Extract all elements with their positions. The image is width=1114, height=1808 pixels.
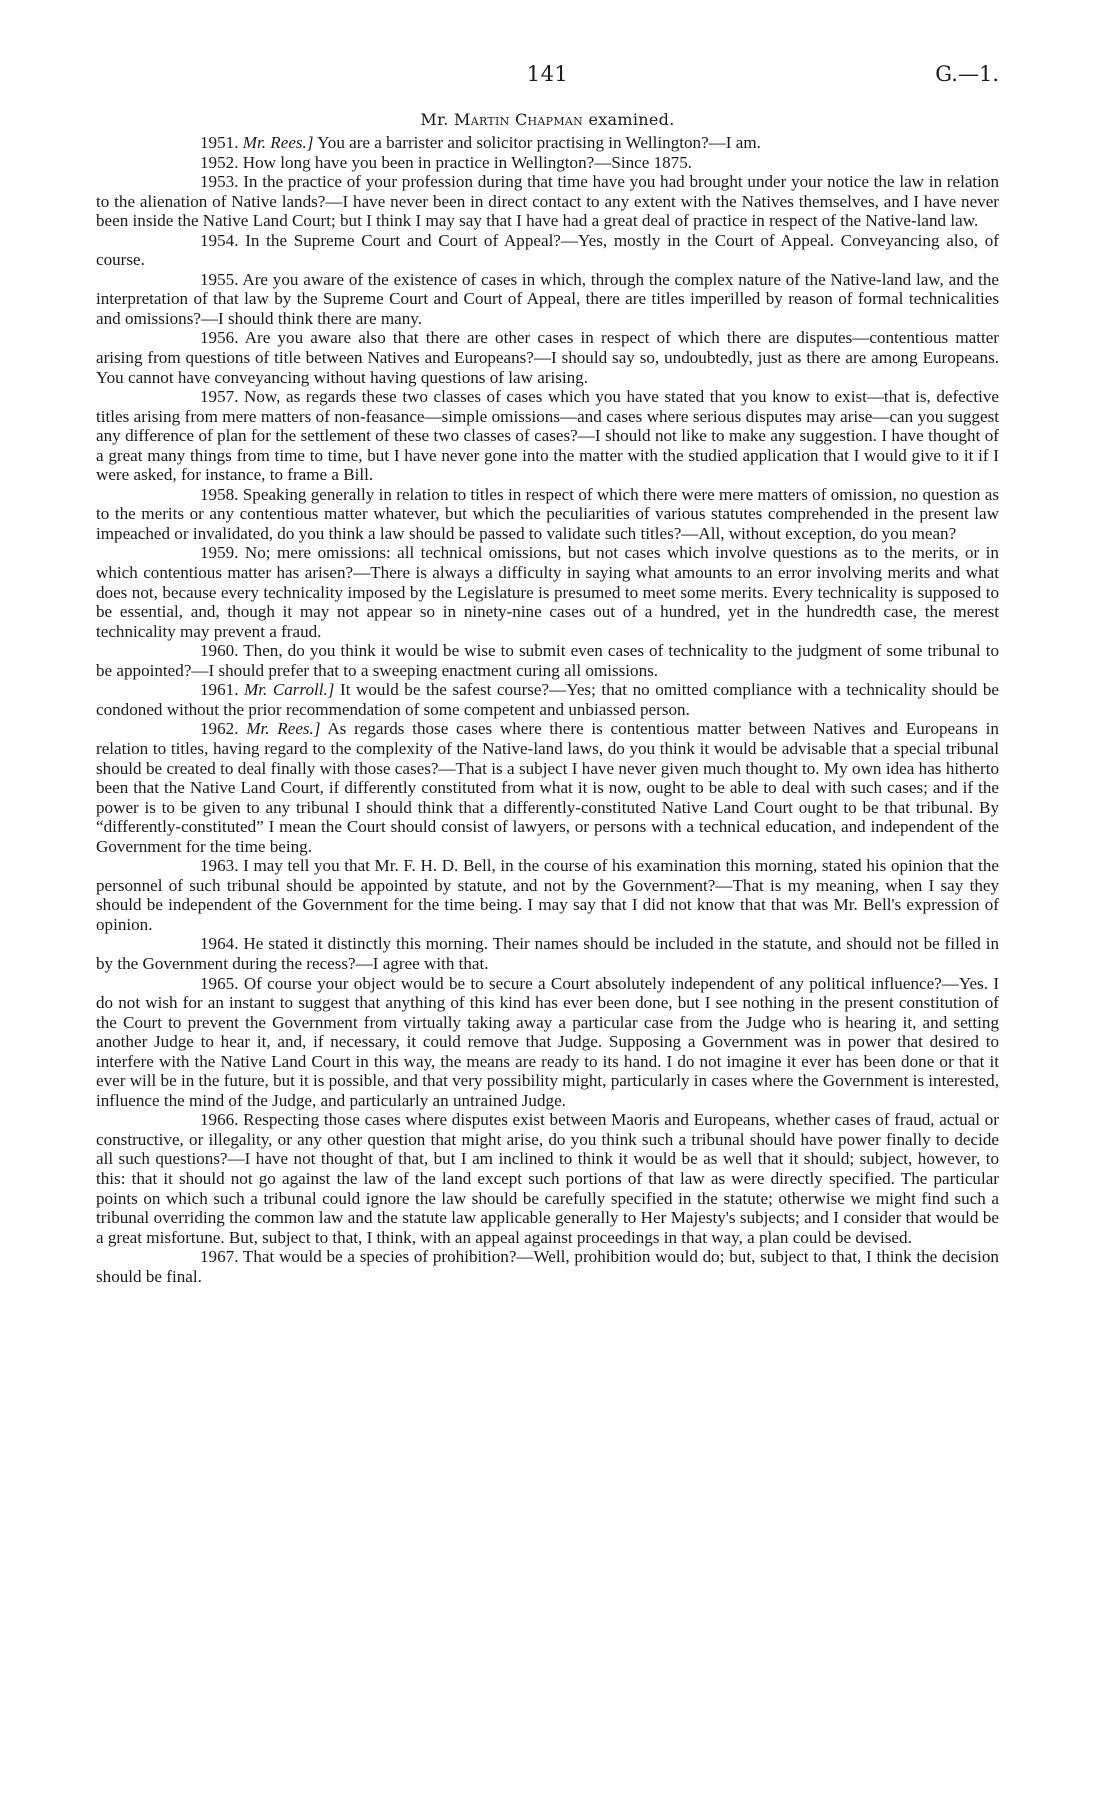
question-answer-text: Are you aware also that there are other cases in respect of which there are disputes—contentious matter arising from questions of title between Natives and Europeans?—I should say so, undoubtedly, just as there are among Europeans. You cannot have conveyancing without having questions of law arising.: [96, 328, 999, 387]
testimony-paragraph: [96, 231, 999, 270]
question-answer-text: He stated it distinctly this morning. Their names should be included in the statute, and should not be filled in by the Government during the recess?—I agree with that.: [96, 934, 999, 973]
page-number: 141: [526, 62, 569, 86]
testimony-paragraph: [96, 680, 999, 719]
testimony-paragraph: [96, 719, 999, 856]
testimony-paragraph: [96, 387, 999, 485]
question-answer-text: Speaking generally in relation to titles in respect of which there were mere matters of omission, no question as to the merits or any contentious matter whatever, but which the peculiarities of various statutes comprehended in the present law impeached or invalidated, do you think a law should be passed to validate such titles?—All, without exception, do you mean?: [96, 484, 999, 543]
question-number: 1952.: [200, 152, 239, 172]
question-answer-text: Of course your object would be to secure a Court absolutely independent of any political influence?—Yes. I do not wish for an instant to suggest that anything of this kind has ever been done, but I see nothing in the present constitution of the Court to prevent the Government from virtually taking away a particular case from the Judge who is hearing it, and setting another Judge to hear it, and, if necessary, it could remove that Judge. Supposing a Government was in power that desired to interfere with the Native Land Court in this way, the means are ready to its hand. I do not imagine it ever has been done or that it ever will be in the future, but it is possible, and that very possibility might, particularly in cases where the Government is interested, influence the mind of the Judge, and particularly an untrained Judge.: [96, 973, 1000, 1110]
testimony-paragraph: [96, 974, 999, 1111]
testimony-paragraph: [96, 270, 999, 329]
question-number: 1963.: [200, 856, 239, 876]
question-number: 1961.: [200, 680, 239, 700]
question-number: 1960.: [200, 641, 239, 661]
question-answer-text: In the practice of your profession during that time have you had brought under your notice the law in relation to the alienation of Native lands?—I have never been in direct contact to any extent with the Natives themselves, and I have never been inside the Native Land Court; but I think I may say that I have had a great deal of practice in respect of the Native-land law.: [96, 172, 1000, 231]
question-answer-text: No; mere omissions: all technical omissions, but not cases which involve questions as to the merits, or in which contentious matter has arisen?—There is always a difficulty in saying what amounts to an error involving merits and what does not, because every technicality imposed by the Legislature is presumed to meet some merits. Every technicality is supposed to be essential, and, though it may not appear so in ninety-nine cases out of a hundred, yet in the hundredth case, the merest technicality may prevent a fraud.: [96, 543, 999, 641]
testimony-paragraph: [96, 485, 999, 544]
question-answer-text: Now, as regards these two classes of cases which you have stated that you know to exist—that is, defective titles arising from mere matters of non-feasance—simple omissions—and cases where serious disputes may arise—can you suggest any difference of plan for the settlement of these two classes of cases?—I should not like to make any suggestion. I have thought of a great many things from time to time, but I have never gone into the matter with the studied application that I would give to it if I were asked, for instance, to frame a Bill.: [96, 387, 999, 485]
testimony-paragraph: [96, 641, 999, 680]
question-answer-text: I may tell you that Mr. F. H. D. Bell, in the course of his examination this morning, stated his opinion that the personnel of such tribunal should be appointed by statute, and not by the Government?—That is my meaning, when I say they should be independent of the Government for the time being. I may say that I did not know that that was Mr. Bell's expression of opinion.: [96, 856, 999, 934]
question-number: 1953.: [200, 172, 239, 192]
question-number: 1956.: [200, 328, 239, 348]
question-number: 1967.: [200, 1247, 239, 1267]
testimony-paragraph: [96, 133, 999, 153]
testimony-paragraph: [96, 1247, 999, 1286]
question-answer-text: Then, do you think it would be wise to submit even cases of technicality to the judgment of some tribunal to be appointed?—I should prefer that to a sweeping enactment curing all omissions.: [96, 641, 999, 680]
speaker-name: Mr. Rees.]: [242, 133, 314, 152]
testimony-paragraph: [96, 153, 999, 173]
question-number: 1959.: [200, 543, 239, 563]
testimony-body: [96, 133, 999, 1286]
question-number: 1958.: [200, 484, 239, 504]
page-header: [96, 62, 999, 96]
question-number: 1965.: [200, 973, 239, 993]
question-answer-text: You are a barrister and solicitor practising in Wellington?—I am.: [313, 133, 761, 152]
question-number: 1964.: [200, 934, 239, 954]
question-answer-text: How long have you been in practice in Wellington?—Since 1875.: [242, 152, 693, 172]
testimony-paragraph: [96, 328, 999, 387]
question-answer-text: As regards those cases where there is contentious matter between Natives and Europeans in relation to titles, having regard to the complexity of the Native-land laws, do you think it would be advisable that a special tribunal should be created to deal finally with those cases?—That is a subject I have never given much thought to. My own idea has hitherto been that the Native Land Court, if differently constituted from what it is now, ought to be able to deal with such cases; and if the power is to be given to any tribunal I should think that a differently-constituted Native Land Court ought to be that tribunal. By “differently-constituted” I mean the Court should consist of lawyers, or persons with a technical education, and independent of the Government for the time being.: [96, 719, 999, 856]
question-number: 1951.: [200, 133, 239, 152]
speaker-name: Mr. Carroll.]: [244, 680, 335, 700]
heading-suffix: examined.: [583, 110, 675, 129]
question-answer-text: Respecting those cases where disputes exist between Maoris and Europeans, whether cases of fraud, actual or constructive, or illegality, or any other question that might arise, do you think such a tribunal should have power finally to decide all such questions?—I have not thought of that, but I am inclined to think it would be as well that it should; subject, however, to this: that it should not go against the law of the land except such portions of that law as were directly specified. The particular points on which such a tribunal could ignore the law should be carefully specified in the statute; otherwise we might find such a tribunal overriding the common law and the statute law applicable generally to Her Majesty's subjects; and I consider that would be a great misfortune. But, subject to that, I think, with an appeal against proceedings in that way, a plan could be devised.: [96, 1110, 999, 1247]
question-answer-text: Are you aware of the existence of cases in which, through the complex nature of the Native-land law, and the interpretation of that law by the Supreme Court and Court of Appeal, there are titles imperilled by reason of formal technicalities and omissions?—I should think there are many.: [96, 269, 999, 328]
witness-name: Martin Chapman: [454, 110, 584, 129]
speaker-name: Mr. Rees.]: [246, 719, 321, 739]
heading-prefix: Mr.: [420, 110, 455, 129]
question-number: 1957.: [200, 387, 239, 407]
question-answer-text: It would be the safest course?—Yes; that no omitted compliance with a technicality should be condoned without the prior recommendation of some competent and unbiassed person.: [96, 680, 999, 719]
question-number: 1955.: [200, 269, 239, 289]
question-number: 1954.: [200, 230, 239, 250]
question-answer-text: That would be a species of prohibition?—Well, prohibition would do; but, subject to that, I think the decision should be final.: [96, 1247, 999, 1286]
document-page: [96, 62, 999, 1286]
testimony-paragraph: [96, 934, 999, 973]
question-number: 1962.: [200, 719, 239, 739]
question-number: 1966.: [200, 1110, 239, 1130]
testimony-paragraph: [96, 172, 999, 231]
testimony-paragraph: [96, 543, 999, 641]
section-heading: [96, 110, 999, 129]
testimony-paragraph: [96, 856, 999, 934]
testimony-paragraph: [96, 1110, 999, 1247]
paper-reference: G.—1.: [935, 62, 999, 86]
question-answer-text: In the Supreme Court and Court of Appeal?—Yes, mostly in the Court of Appeal. Conveyancing also, of course.: [96, 230, 999, 270]
